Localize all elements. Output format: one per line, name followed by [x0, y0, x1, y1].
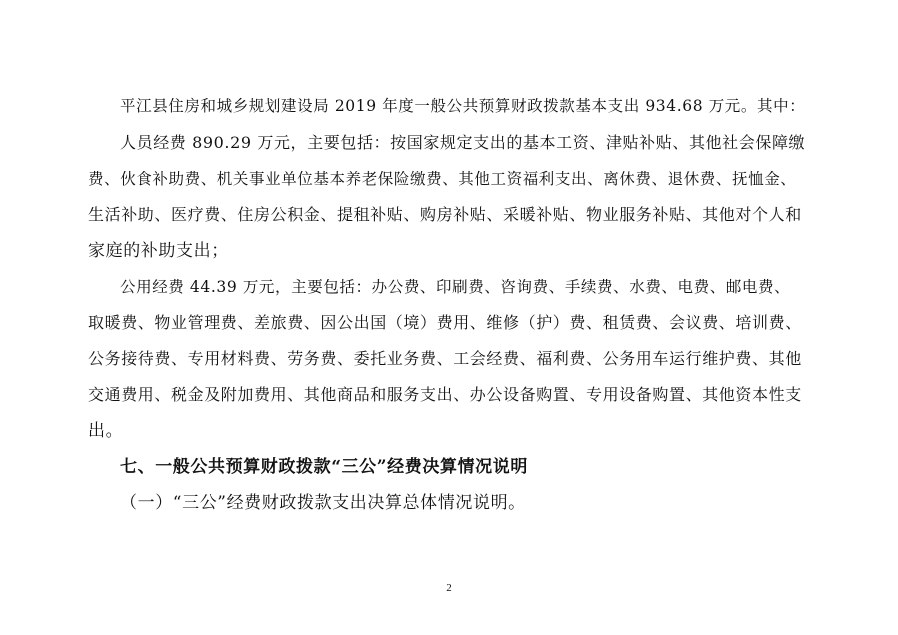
paragraph-personnel-line-3: 生活补助、医疗费、住房公积金、提租补贴、购房补贴、采暖补贴、物业服务补贴、其他对个人和: [88, 205, 802, 224]
paragraph-personnel-line-1: 人员经费 890.29 万元，主要包括：按国家规定支出的基本工资、津贴补贴、其他社会保障缴: [120, 133, 806, 152]
paragraph-personnel-line-2: 费、伙食补助费、机关事业单位基本养老保险缴费、其他工资福利支出、离休费、退休费、抚恤金、: [88, 170, 797, 188]
paragraph-public-line-1: 公用经费 44.39 万元，主要包括：办公费、印刷费、咨询费、手续费、水费、电费、邮电费、: [120, 278, 791, 296]
paragraph-personnel-line-4: 家庭的补助支出；: [88, 241, 229, 261]
paragraph-public-line-3: 公务接待费、专用材料费、劳务费、委托业务费、工会经费、福利费、公务用车运行维护费、其他: [88, 349, 802, 368]
paragraph-intro: 平江县住房和城乡规划建设局 2019 年度一般公共预算财政拨款基本支出 934.68 万元。其中：: [120, 97, 806, 115]
page-number: 2: [446, 582, 452, 594]
paragraph-public-line-4: 交通费用、税金及附加费用、其他商品和服务支出、办公设备购置、专用设备购置、其他资本性支: [88, 385, 802, 404]
paragraph-public-line-5: 出。: [88, 421, 124, 441]
subsection-heading: （一）“三公”经费财政拨款支出决算总体情况说明。: [120, 493, 526, 513]
paragraph-public-line-2: 取暖费、物业管理费、差旅费、因公出国（境）费用、维修（护）费、租赁费、会议费、培训费、: [88, 313, 802, 332]
section-heading: 七、一般公共预算财政拨款“三公”经费决算情况说明: [120, 457, 528, 477]
